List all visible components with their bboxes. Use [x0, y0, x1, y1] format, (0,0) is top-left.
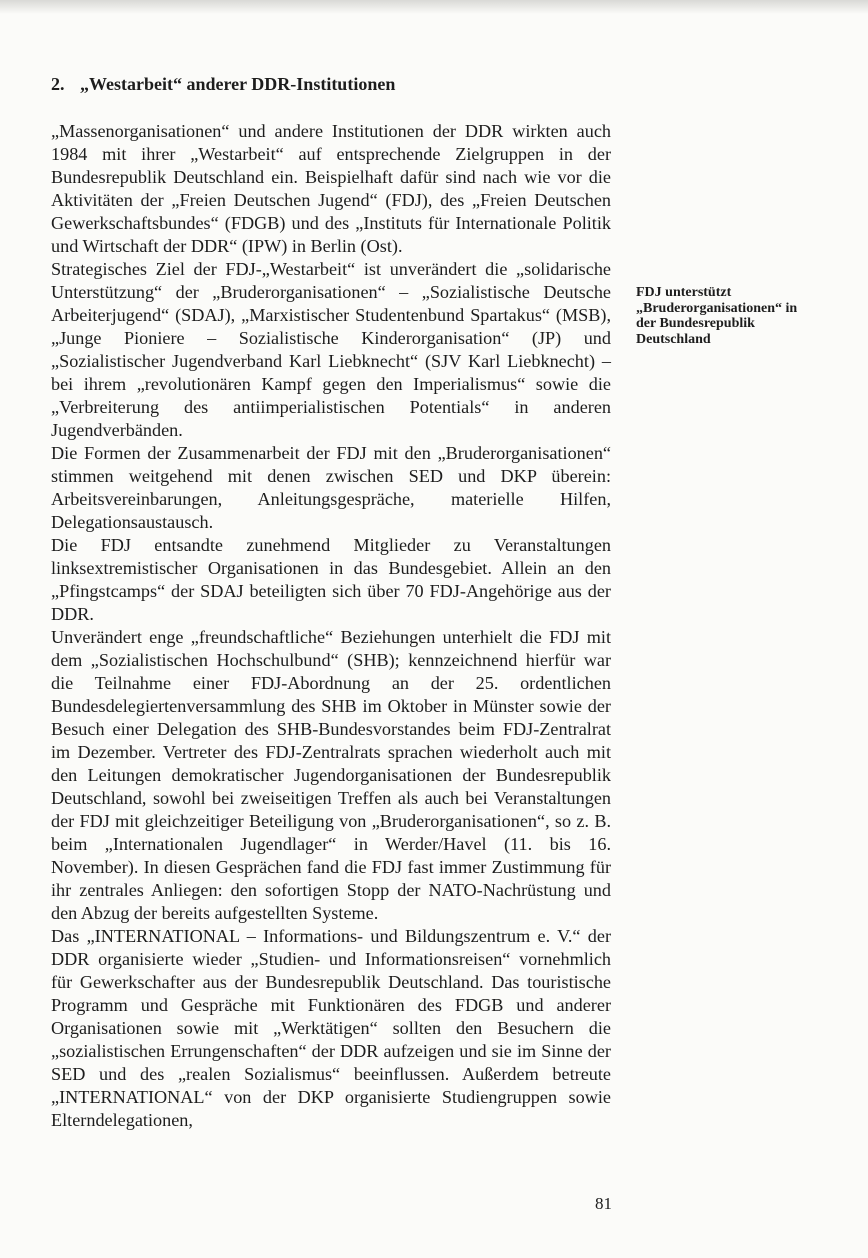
page-number: 81: [595, 1194, 612, 1213]
scan-edge: [0, 0, 868, 14]
paragraph-international: Das „INTERNATIONAL – Informations- und Bildungszentrum e. V.“ der DDR organisierte wieder „Studien- und Informationsreisen“ vornehmlich für Gewerkschafter aus der Bundesrepublik Deutschland. Das touristische Programm und Gespräche mit Funktionären des FDGB und anderer Organisationen sowie mit „Werktätigen“ sollten den Besuchern die „sozialistischen Errungenschaften“ der DDR aufzeigen und sie im Sinne der SED und des „realen Sozialismus“ beeinflussen. Außerdem betreute „INTERNATIONAL“ von der DKP organisierte Studiengruppen sowie Elterndelegationen,: [51, 926, 611, 1130]
section-title: „Westarbeit“ anderer DDR-Institutionen: [80, 74, 396, 94]
paragraph-intro: „Massenorganisationen“ und andere Institutionen der DDR wirkten auch 1984 mit ihrer „Westarbeit“ auf entsprechende Zielgruppen in der Bundesrepublik Deutschland ein. Beispielhaft dafür sind nach wie vor die Aktivitäten der „Freien Deutschen Jugend“ (FDJ), des „Freien Deutschen Gewerkschaftsbundes“ (FDGB) und des „Instituts für Internationale Politik und Wirtschaft der DDR“ (IPW) in Berlin (Ost).: [51, 121, 611, 256]
paragraph-delegations: Die FDJ entsandte zunehmend Mitglieder zu Veranstaltungen linksextremistischer Organisationen in das Bundesgebiet. Allein an den „Pfingstcamps“ der SDAJ beteiligten sich über 70 FDJ-Angehörige aus der DDR.: [51, 535, 611, 624]
paragraph-cooperation-forms: Die Formen der Zusammenarbeit der FDJ mit den „Bruderorganisationen“ stimmen weitgehend mit denen zwischen SED und DKP überein: Arbeitsvereinbarungen, Anleitungsgespräche, materielle Hilfen, Delegationsaustausch.: [51, 443, 611, 532]
paragraph-shb-relations: Unverändert enge „freundschaftliche“ Beziehungen unterhielt die FDJ mit dem „Sozialistischen Hochschulbund“ (SHB); kennzeichnend hierfür war die Teilnahme einer FDJ-Abordnung an der 25. ordentlichen Bundesdelegiertenversammlung des SHB im Oktober in Münster sowie der Besuch einer Delegation des SHB-Bundesvorstandes beim FDJ-Zentralrat im Dezember. Vertreter des FDJ-Zentralrats sprachen wiederholt auch mit den Leitungen demokratischer Jugendorganisationen der Bundesrepublik Deutschland, sowohl bei zweiseitigen Treffen als auch bei Veranstaltungen der FDJ mit gleichzeitiger Beteiligung von „Bruderorganisationen“, so z. B. beim „Internationalen Jugendlager“ in Werder/Havel (11. bis 16. November). In diesen Gesprächen fand die FDJ fast immer Zustimmung für ihr zentrales Anliegen: den sofortigen Stopp der NATO-Nachrüstung und den Abzug der bereits aufgestellten Systeme.: [51, 627, 611, 923]
margin-note: FDJ unterstützt „Bruderorganisationen“ in der Bundesrepublik Deutschland: [636, 285, 798, 347]
paragraph-strategic-goal: Strategisches Ziel der FDJ-„Westarbeit“ ist unverändert die „solidarische Unterstützung“ der „Bruderorganisationen“ – „Sozialistische Deutsche Arbeiterjugend“ (SDAJ), „Marxistischer Studentenbund Spartakus“ (MSB), „Junge Pioniere – Sozialistische Kinderorganisation“ (JP) und „Sozialistischer Jugendverband Karl Liebknecht“ (SJV Karl Liebknecht) – bei ihrem „revolutionären Kampf gegen den Imperialismus“ sowie die „Verbreiterung des antiimperialistischen Potentials“ in anderen Jugendverbänden.: [51, 259, 611, 440]
body-text: [51, 120, 611, 1132]
section-number: 2.: [51, 74, 65, 94]
section-heading: [51, 74, 611, 95]
